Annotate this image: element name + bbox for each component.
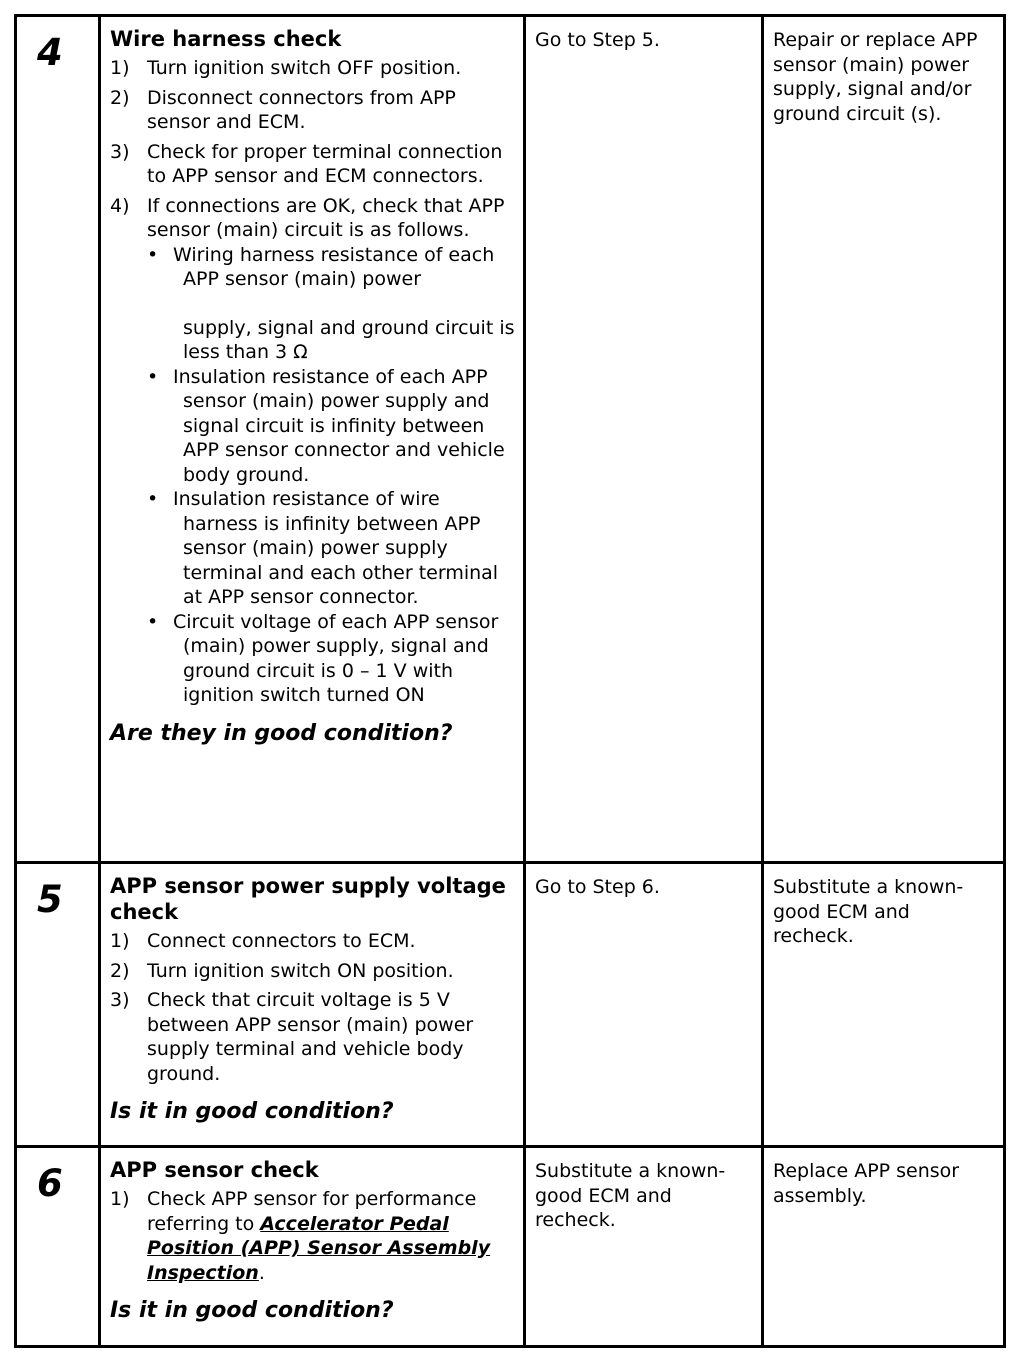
no-result-cell [763,16,1005,863]
step-number: 4 [37,31,63,74]
procedure-item: 1) Check APP sensor for performance referring to Accelerator Pedal Position (APP) Sensor Assembly Inspection. [110,1188,491,1284]
procedure-item: 2) Turn ignition switch ON position. [110,959,454,982]
yes-result-cell [525,863,763,1147]
bullet-dot-icon: • [147,243,159,266]
bullet-dot-icon: • [147,610,159,633]
yes-result-cell [525,1147,763,1347]
procedure-item: 1) Connect connectors to ECM. [110,930,416,952]
table-row-step-4 [16,16,1005,863]
no-result-text: Repair or replace APP sensor (main) power supply, signal and/or ground circuit (s). [773,29,978,125]
procedure-cell [100,863,525,1147]
step-title: APP sensor check [110,1158,319,1182]
procedure-item: 3) Check that circuit voltage is 5 V between APP sensor (main) power supply terminal and vehicle body ground. [110,989,474,1085]
procedure-cell [100,16,525,863]
table-row-step-6 [16,1147,1005,1347]
procedure-item: 1) Turn ignition switch OFF position. [110,57,462,79]
step-number: 6 [37,1162,63,1205]
step-number-cell [16,1147,100,1347]
step-number: 5 [37,878,63,921]
procedure-item: 4) If connections are OK, check that APP sensor (main) circuit is as follows. • Wiring harness resistance of each APP sensor (main) power supply, signal and ground circuit is less than 3 Ω • Insulation resistance of each APP sensor (main) power supply and signal circuit is infinity between APP sensor connector and vehicle body ground. • Insulation resistance of wire harness is infinity between APP sensor (main) power supply terminal and each other terminal at APP sensor connector. • Circuit voltage of each APP sensor (main) power supply, signal and ground circuit is 0 – 1 V with ignition switch turned ON [110,194,517,708]
yes-result-text: Substitute a known-good ECM and recheck. [535,1160,726,1231]
yes-result-text: Go to Step 5. [535,29,660,51]
diagnostic-flow-table [14,14,1006,1348]
no-result-text: Replace APP sensor assembly. [773,1160,960,1207]
step-question: Are they in good condition? [110,720,453,746]
procedure-list [110,929,517,1086]
step-title: Wire harness check [110,27,342,51]
procedure-item: 2) Disconnect connectors from APP sensor and ECM. [110,86,456,133]
step-number-cell [16,863,100,1147]
inspection-reference-link[interactable]: Accelerator Pedal Position (APP) Sensor Assembly Inspection [147,1212,491,1284]
procedure-list [110,56,517,708]
diagnostic-document [14,14,1003,1345]
no-result-cell [763,1147,1005,1347]
procedure-list [110,1187,517,1285]
bullet-dot-icon: • [147,365,159,388]
table-row-step-5 [16,863,1005,1147]
procedure-cell [100,1147,525,1347]
step-number-cell [16,16,100,863]
no-result-text: Substitute a known-good ECM and recheck. [773,876,964,947]
condition-bullet: • Circuit voltage of each APP sensor (main) power supply, signal and ground circuit is 0 – 1 V with ignition switch turned ON [147,610,499,706]
yes-result-text: Go to Step 6. [535,876,660,898]
step-title: APP sensor power supply voltage check [110,874,506,924]
yes-result-cell [525,16,763,863]
bullet-dot-icon: • [147,488,159,510]
step-question: Is it in good condition? [110,1298,394,1323]
condition-bullet: • Wiring harness resistance of each APP sensor (main) power supply, signal and ground circuit is less than 3 Ω [147,243,515,363]
step-question: Is it in good condition? [110,1099,394,1124]
no-result-cell [763,863,1005,1147]
condition-bullet: • Insulation resistance of each APP sensor (main) power supply and signal circuit is infinity between APP sensor connector and vehicle body ground. [147,365,505,486]
procedure-item: 3) Check for proper terminal connection to APP sensor and ECM connectors. [110,140,503,187]
condition-bullet: • Insulation resistance of wire harness is infinity between APP sensor (main) power supply terminal and each other terminal at APP sensor connector. [147,488,499,608]
condition-bullet-list [147,243,517,708]
